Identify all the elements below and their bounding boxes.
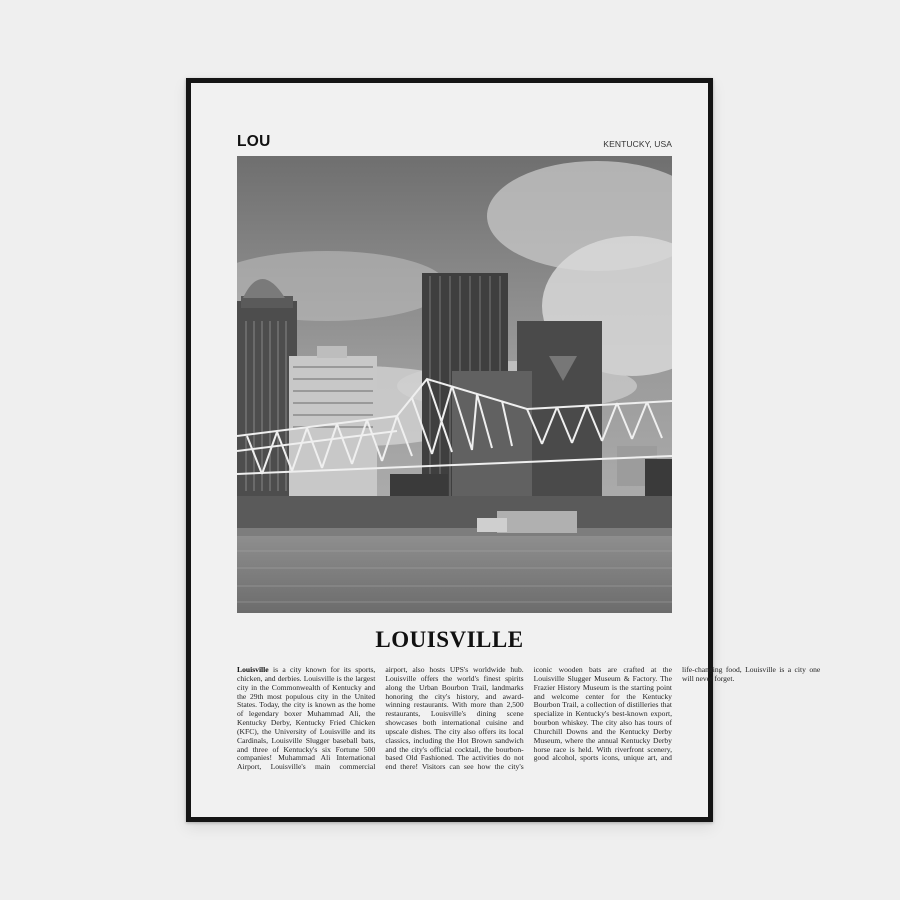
skyline-illustration (237, 156, 672, 613)
poster-frame (186, 78, 821, 822)
poster-title: LOUISVILLE (375, 627, 524, 652)
description-body: is a city known for its sports, chicken, and derbies. Louisville is the largest city in the Commonwealth of Kentucky and the 29th most populous city in the United States. Today, the city is known as the home of legendary boxer Muhammad Ali, the Kentucky Derby, Kentucky Fried Chicken (KFC), the University of Louisville and its Cardinals, Louisville Slugger baseball bats, and three of Kentucky's six Fortune 500 companies! Muhammad Ali International Airport, Louisville's main commercial airport, also hosts UPS's worldwide hub. Louisville offers the world's finest spirits along the Urban Bourbon Trail, landmarks honoring the city's history, and award-winning restaurants. With more than 2,500 restaurants, Louisville's dining scene showcases both international cuisine and upscale dishes. The city also offers its local classics, including the Hot Brown sandwich and the city's official cocktail, the bourbon-based Old Fashioned. The activities do not end there! Visitors can see how the city's iconic wooden bats are crafted at the Louisville Slugger Museum & Factory. The Frazier History Museum is the starting point and welcome center for the Kentucky Bourbon Trail, a collection of distilleries that specialize in Kentucky's best-known export, bourbon whiskey. The city also has tours of Churchill Downs and the Kentucky Derby Museum, where the annual Kentucky Derby horse race is held. With riverfront scenery, good alcohol, sports icons, unique art, and life-changing food, Louisville is a city one will never forget. (237, 665, 821, 772)
skyline-photo (237, 156, 672, 613)
description-text (237, 665, 821, 776)
region-label: KENTUCKY, USA (603, 139, 672, 149)
description-lead: Louisville (237, 665, 269, 674)
city-code: LOU (237, 133, 271, 150)
poster-mat (191, 83, 821, 817)
